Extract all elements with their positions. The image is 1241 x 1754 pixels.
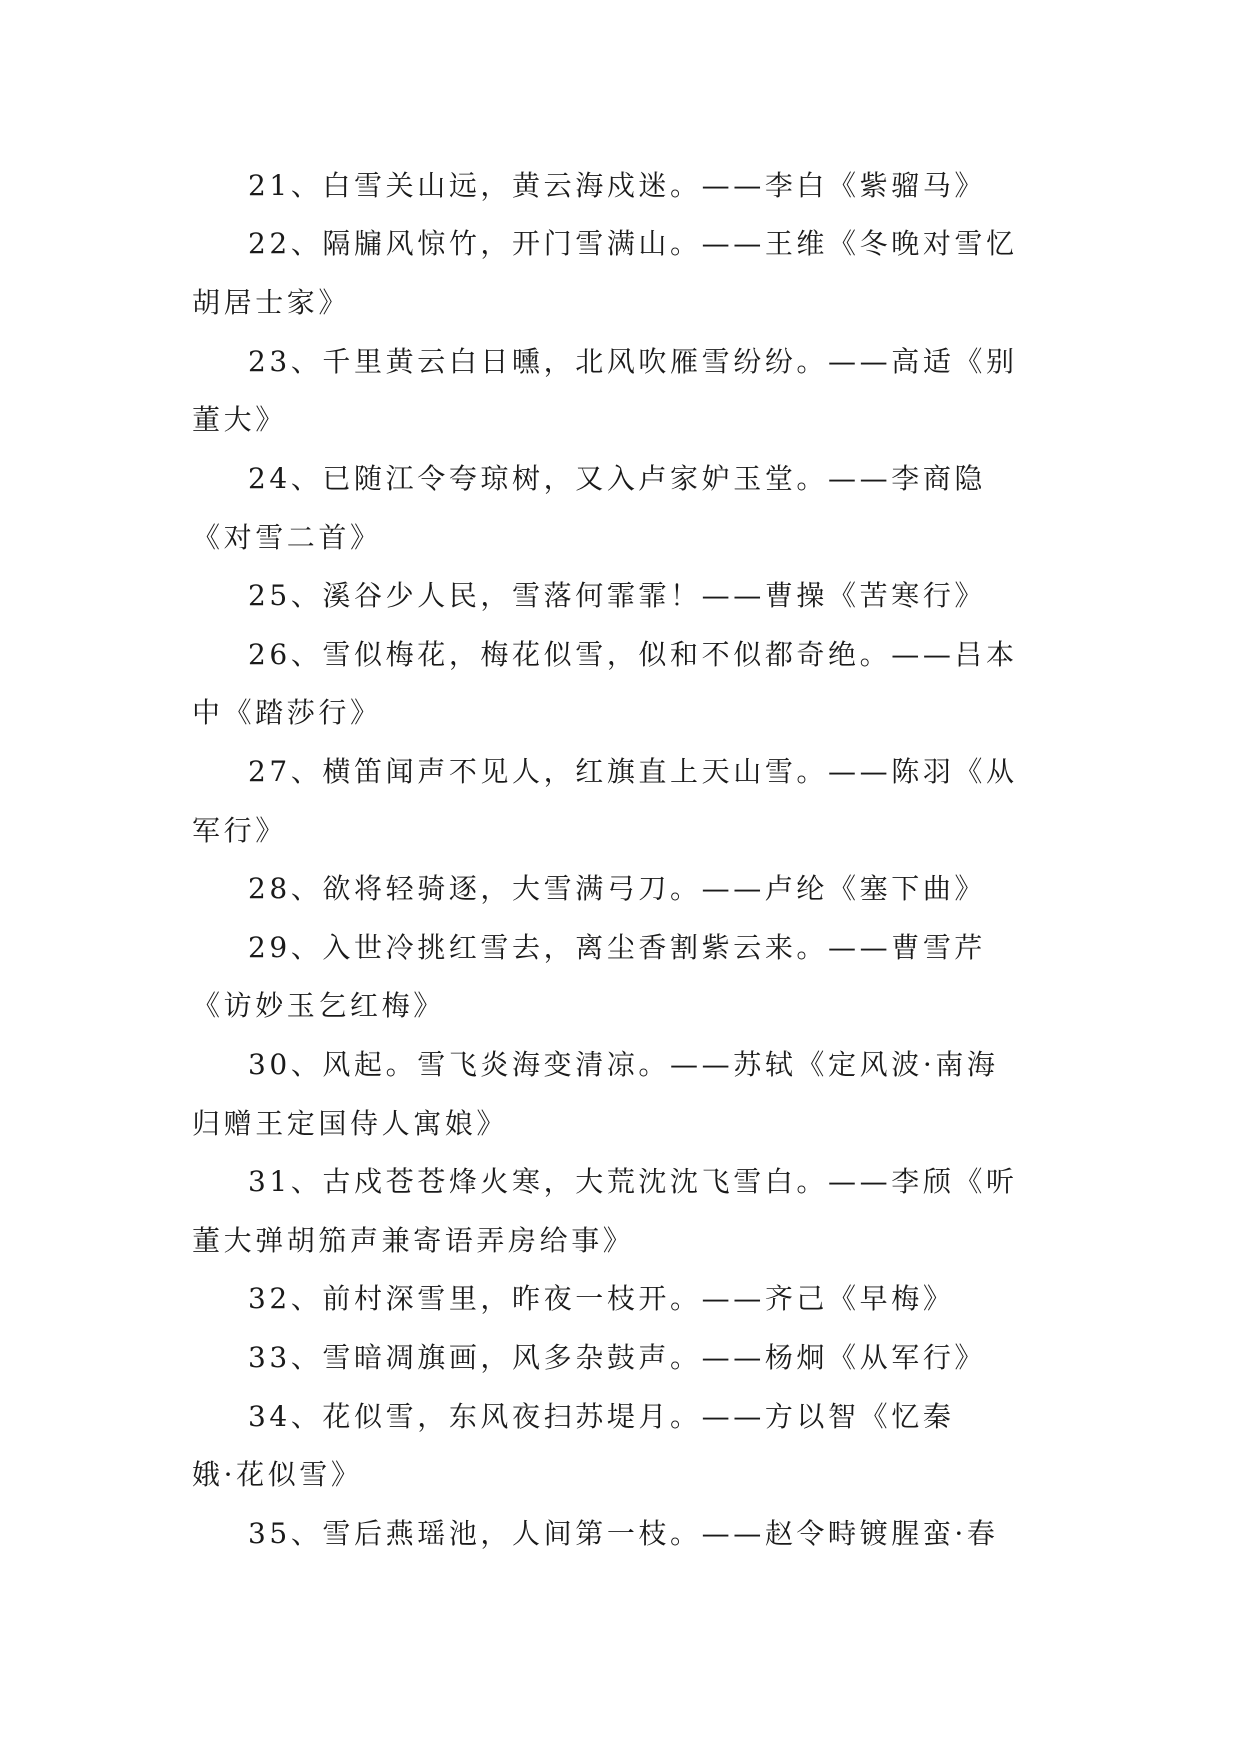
text-line: 30、风起。雪飞炎海变清凉。——苏轼《定风波·南海	[248, 1048, 999, 1081]
text-line: 23、千里黄云白日曛，北风吹雁雪纷纷。——高适《别	[248, 345, 1018, 378]
text-line: 24、已随江令夸琼树，又入卢家妒玉堂。——李商隐	[248, 462, 987, 495]
text-line: 26、雪似梅花，梅花似雪，似和不似都奇绝。——吕本	[248, 638, 1018, 671]
text-line: 34、花似雪，东风夜扫苏堤月。——方以智《忆秦	[248, 1400, 955, 1433]
text-line: 27、横笛闻声不见人，红旗直上天山雪。——陈羽《从	[248, 755, 1018, 788]
text-line: 32、前村深雪里，昨夜一枝开。——齐己《早梅》	[248, 1282, 955, 1315]
text-line: 董大》	[192, 403, 287, 436]
text-line: 中《踏莎行》	[192, 696, 382, 729]
text-line: 《对雪二首》	[192, 521, 382, 554]
text-line: 29、入世冷挑红雪去，离尘香割紫云来。——曹雪芹	[248, 931, 987, 964]
text-line: 军行》	[192, 814, 287, 847]
text-line: 25、溪谷少人民，雪落何霏霏！——曹操《苦寒行》	[248, 579, 987, 612]
text-line: 31、古戍苍苍烽火寒，大荒沈沈飞雪白。——李颀《听	[248, 1165, 1018, 1198]
text-line: 33、雪暗凋旗画，风多杂鼓声。——杨炯《从军行》	[248, 1341, 987, 1374]
text-line: 归赠王定国侍人寓娘》	[192, 1107, 509, 1140]
text-line: 《访妙玉乞红梅》	[192, 989, 445, 1022]
text-line: 35、雪后燕瑶池，人间第一枝。——赵令畤镀腥蛮·春	[248, 1517, 999, 1550]
text-line: 28、欲将轻骑逐，大雪满弓刀。——卢纶《塞下曲》	[248, 872, 987, 905]
text-line: 胡居士家》	[192, 286, 351, 319]
text-line: 22、隔牖风惊竹，开门雪满山。——王维《冬晚对雪忆	[248, 227, 1018, 260]
text-line: 21、白雪关山远，黄云海戍迷。——李白《紫骝马》	[248, 169, 987, 202]
text-line: 娥·花似雪》	[192, 1458, 363, 1491]
text-line: 董大弹胡笳声兼寄语弄房给事》	[192, 1224, 635, 1257]
